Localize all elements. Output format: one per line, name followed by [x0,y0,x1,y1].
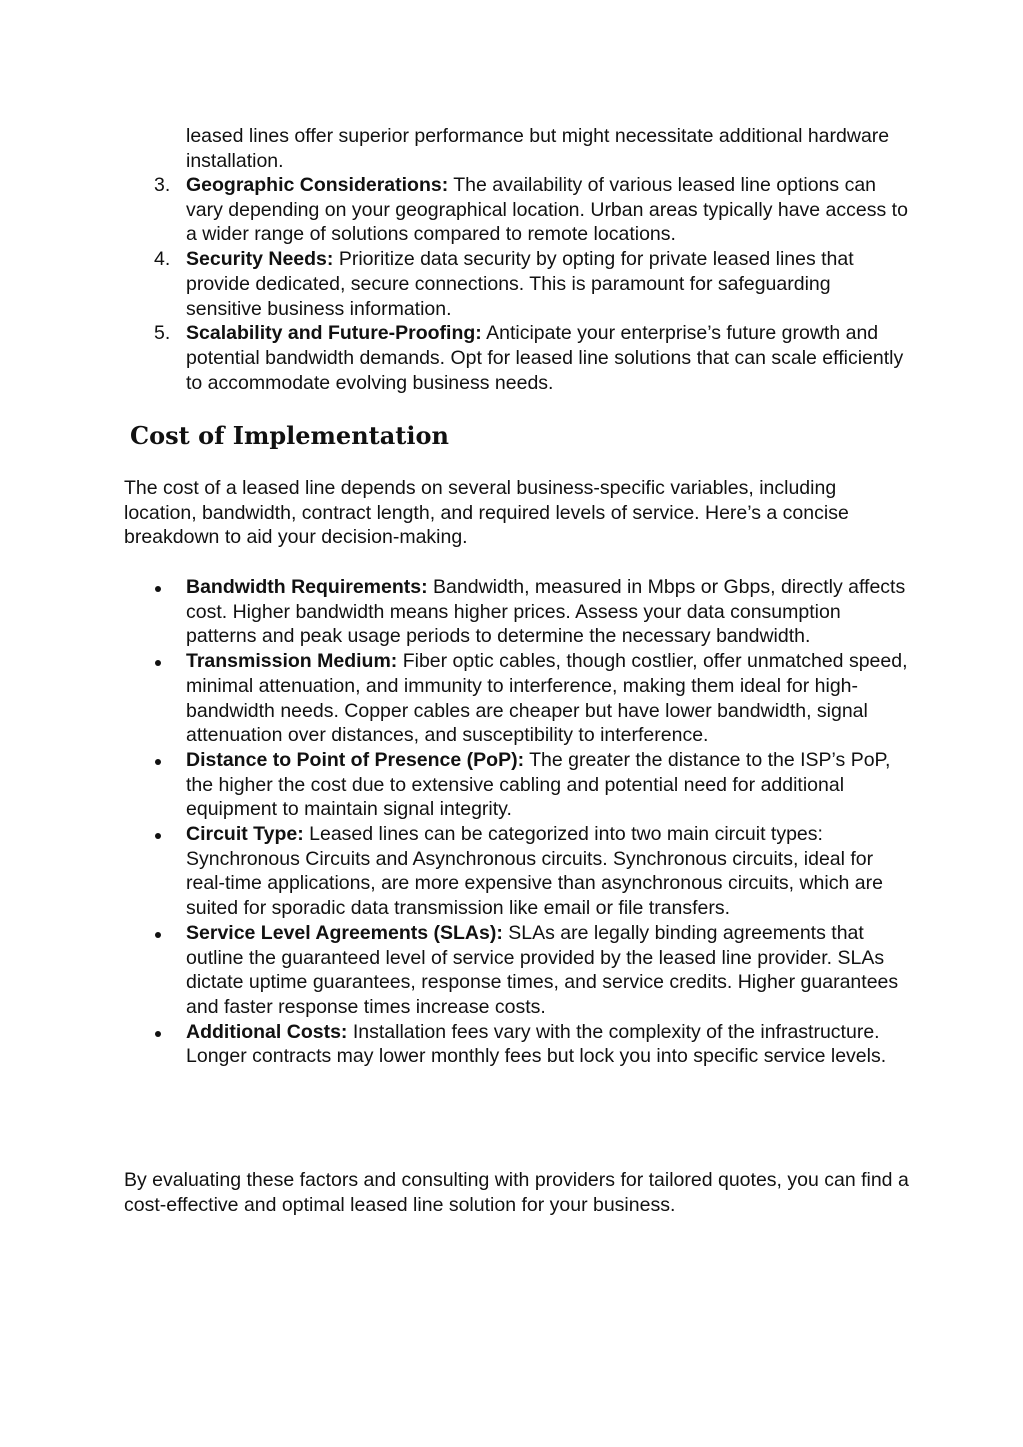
list-item-text: Installation fees vary with the complexity of the infrastructure. Longer contracts may lower monthly fees but lock you into specific service levels. [186,1020,887,1068]
list-item [0,822,910,921]
list-item-text: SLAs are legally binding agreements that outline the guaranteed level of service provided by the leased line provider. SLAs dictate uptime guarantees, response times, and service credits. Higher guarantees and faster response times increase costs. [186,921,899,1018]
section-heading: Cost of Implementation [130,421,449,450]
list-item-number: 3. [154,174,171,196]
list-item-title: Bandwidth Requirements: [186,576,428,598]
bullet-list [0,575,910,1069]
list-item-text: The greater the distance to the ISP’s PoP, the higher the cost due to extensive cabling and potential need for additional equipment to maintain signal integrity. [186,748,891,821]
list-item [0,173,910,247]
list-item [0,649,910,748]
list-item [0,575,910,649]
closing-paragraph: By evaluating these factors and consulting with providers for tailored quotes, you can find a cost-effective and optimal leased line solution for your business. [124,1169,909,1216]
list-item-number: 4. [154,248,171,271]
list-item-text: Prioritize data security by opting for private leased lines that provide dedicated, secure connections. This is paramount for safeguarding sensitive business information. [186,248,854,320]
list-item-title: Security Needs: [186,248,334,271]
list-item-title: Geographic Considerations: [186,174,449,196]
list-item-title: Circuit Type: [186,823,304,846]
list-item [0,748,910,822]
list-item [0,321,910,395]
bullet-icon [155,1031,161,1037]
bullet-icon [155,833,161,839]
list-item [0,247,910,321]
intro-paragraph: The cost of a leased line depends on several business-specific variables, including location, bandwidth, contract length, and required levels of service. Here’s a concise breakdown to aid your decision-making. [124,477,849,549]
list-item-title: Transmission Medium: [186,650,398,673]
bullet-icon [155,932,161,938]
list-item-title: Service Level Agreements (SLAs): [186,921,503,944]
list-item [0,921,910,1020]
list-item-title: Distance to Point of Presence (PoP): [186,748,525,771]
bullet-icon [155,660,161,666]
bullet-icon [155,759,161,765]
list-item-title: Scalability and Future-Proofing: [186,322,482,345]
continuation-text: leased lines offer superior performance but might necessitate additional hardware installation. [186,125,890,172]
list-item-text: The availability of various leased line options can vary depending on your geographical location. Urban areas typically have access to a wider range of solutions compared to remote locations. [186,174,908,246]
list-item-text: Bandwidth, measured in Mbps or Gbps, directly affects cost. Higher bandwidth means higher prices. Assess your data consumption patterns and peak usage periods to determine the necessary bandwidth. [186,576,906,648]
list-item-title: Additional Costs: [186,1020,348,1043]
list-item-number: 5. [154,322,171,345]
numbered-list [0,173,910,395]
list-item-text: Fiber optic cables, though costlier, offer unmatched speed, minimal attenuation, and immunity to interference, making them ideal for high-bandwidth needs. Copper cables are cheaper but have lower bandwidth, signal attenuation over distances, and susceptibility to interference. [186,650,908,747]
bullet-icon [155,586,161,592]
list-item-text: Leased lines can be categorized into two main circuit types: Synchronous Circuits and Asynchronous circuits. Synchronous circuits, ideal for real-time applications, are more expensive than asynchronous circuits, which are suited for sporadic data transmission like email or file transfers. [186,823,883,920]
list-item-text: Anticipate your enterprise’s future growth and potential bandwidth demands. Opt for leased line solutions that can scale efficiently to accommodate evolving business needs. [186,322,904,394]
list-item [0,1020,910,1069]
